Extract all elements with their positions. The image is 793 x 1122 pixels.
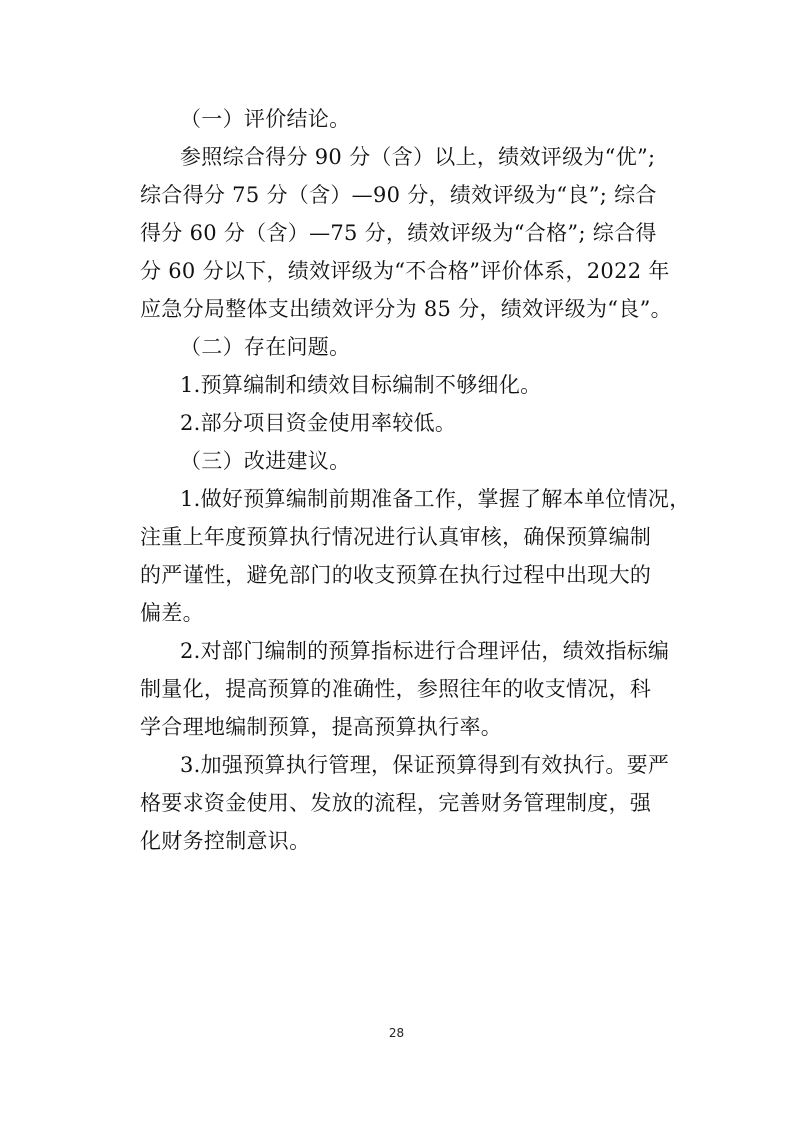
- document-body: [140, 100, 691, 860]
- paragraph-line: 得分 60 分（含）—75 分，绩效评级为“合格”; 综合得: [140, 221, 657, 245]
- list-item: 2.部分项目资金使用率较低。: [180, 411, 457, 435]
- list-item: 1.预算编制和绩效目标编制不够细化。: [180, 373, 542, 397]
- paragraph-line: 2.对部门编制的预算指标进行合理评估，绩效指标编: [180, 639, 670, 663]
- paragraph-line: 化财务控制意识。: [140, 829, 311, 853]
- paragraph-line: 偏差。: [140, 601, 204, 625]
- page-number: 28: [388, 1026, 405, 1040]
- paragraph-line: 综合得分 75 分（含）—90 分，绩效评级为“良”; 综合: [140, 183, 657, 207]
- paragraph-line: 参照综合得分 90 分（含）以上，绩效评级为“优”;: [180, 145, 656, 169]
- paragraph-line: 格要求资金使用、发放的流程，完善财务管理制度，强: [140, 791, 652, 815]
- paragraph-line: 1.做好预算编制前期准备工作，掌握了解本单位情况，: [180, 487, 691, 511]
- section-heading-conclusion: （一）评价结论。: [180, 107, 351, 131]
- paragraph-line: 的严谨性，避免部门的收支预算在执行过程中出现大的: [140, 563, 652, 587]
- section-heading-suggestions: （三）改进建议。: [180, 449, 351, 473]
- paragraph-line: 分 60 分以下，绩效评级为“不合格”评价体系，2022 年: [140, 259, 670, 283]
- paragraph-line: 制量化，提高预算的准确性，参照往年的收支情况，科: [140, 677, 652, 701]
- paragraph-line: 3.加强预算执行管理，保证预算得到有效执行。要严: [180, 753, 670, 777]
- paragraph-line: 注重上年度预算执行情况进行认真审核，确保预算编制: [140, 525, 652, 549]
- section-heading-problems: （二）存在问题。: [180, 335, 351, 359]
- paragraph-line: 学合理地编制预算，提高预算执行率。: [140, 715, 503, 739]
- paragraph-line: 应急分局整体支出绩效评分为 85 分，绩效评级为“良”。: [140, 297, 672, 321]
